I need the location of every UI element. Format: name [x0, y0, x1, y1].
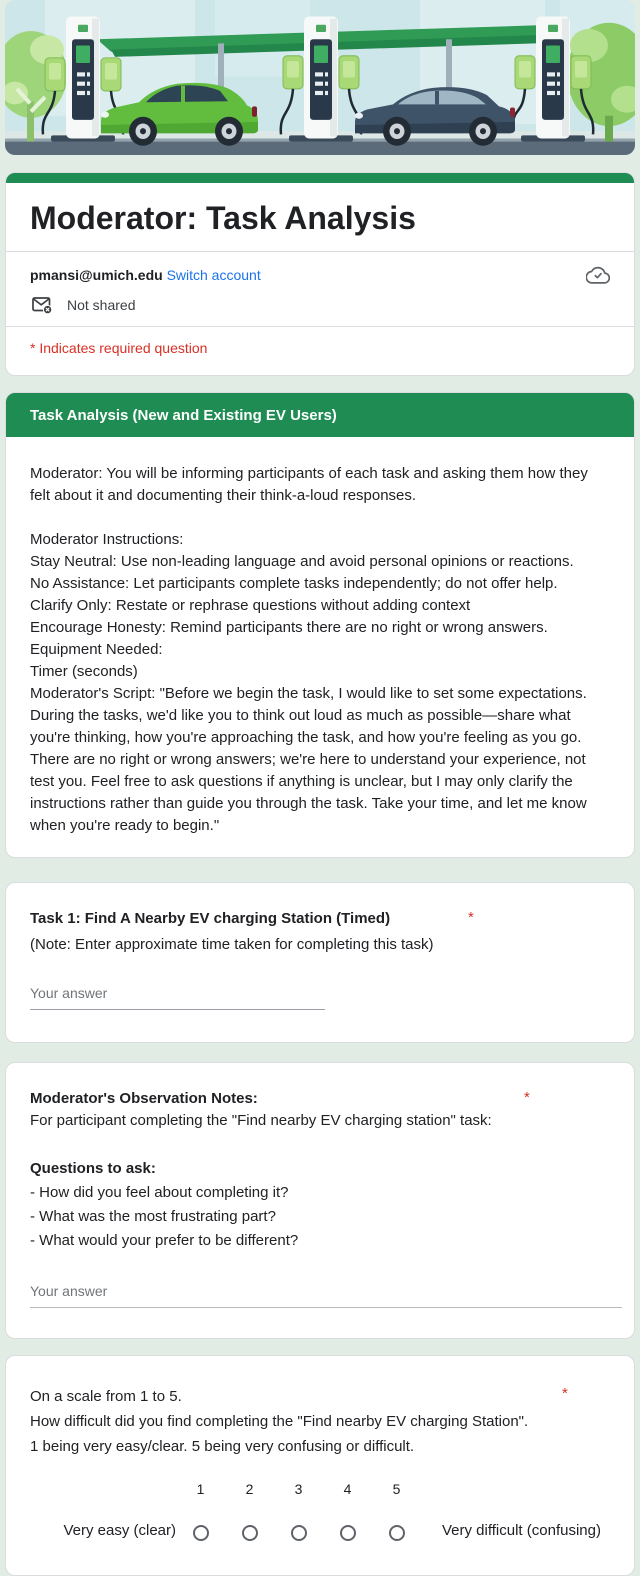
question-subheading: Questions to ask:	[30, 1160, 156, 1177]
question-card-observation-notes	[5, 1062, 635, 1339]
scale-option-2	[225, 1481, 274, 1541]
question-note: (Note: Enter approximate time taken for completing this task)	[30, 936, 434, 953]
required-asterisk: *	[562, 1385, 568, 1402]
envelope-off-icon	[30, 294, 54, 316]
description-line: Timer (seconds)	[30, 663, 138, 680]
section-description	[6, 437, 634, 857]
scale-value-label: 4	[343, 1481, 352, 1497]
description-line: Moderator Instructions:	[30, 531, 184, 548]
description-line: Equipment Needed:	[30, 641, 163, 658]
question-card-difficulty-scale	[5, 1355, 635, 1576]
question-card-task1	[5, 882, 635, 1043]
shared-status: Not shared	[67, 297, 136, 313]
description-line: Clarify Only: Restate or rephrase questions without adding context	[30, 597, 471, 614]
scale-min-label: Very easy (clear)	[63, 1522, 176, 1539]
scale-radio-4[interactable]	[340, 1525, 356, 1541]
question-line: On a scale from 1 to 5.	[30, 1388, 182, 1405]
question-line: How difficult did you find completing the "Find nearby EV charging Station".	[30, 1413, 529, 1430]
description-line: Encourage Honesty: Remind participants there are no right or wrong answers.	[30, 619, 548, 636]
scale-value-label: 3	[294, 1481, 303, 1497]
account-email: pmansi@umich.edu	[30, 267, 163, 283]
scale-radio-5[interactable]	[389, 1525, 405, 1541]
scale-radio-3[interactable]	[291, 1525, 307, 1541]
cloud-check-icon[interactable]	[586, 263, 610, 287]
required-asterisk: *	[524, 1089, 530, 1106]
required-asterisk: *	[468, 909, 474, 926]
scale-value-label: 1	[196, 1481, 205, 1497]
scale-radio-2[interactable]	[242, 1525, 258, 1541]
question-title: Moderator's Observation Notes:	[30, 1090, 258, 1107]
scale-option-4	[323, 1481, 372, 1541]
description-line: No Assistance: Let participants complete tasks independently; do not offer help.	[30, 575, 558, 592]
blank-line	[30, 1133, 610, 1157]
section-title: Task Analysis (New and Existing EV Users)	[30, 406, 337, 424]
description-line	[30, 507, 610, 529]
scale-option-1	[176, 1481, 225, 1541]
description-line: Moderator's Script: "Before we begin the task, I would like to set some expectations. During the tasks, we'd like you to think out loud as much as possible—share what you're thinking, how you're approaching the task, and how you're feeling as you go. There are no right or wrong answers; we're here to understand your experience, not test you. Feel free to ask questions if anything is unclear, but I may only clarify the instructions rather than guide you through the task. Take your time, and let me know when you're ready to begin."	[30, 685, 587, 834]
form-header-image	[5, 0, 635, 155]
question-title: Task 1: Find A Nearby EV charging Station (Timed)	[30, 910, 391, 927]
scale-max-label: Very difficult (confusing)	[442, 1522, 601, 1539]
scale-radio-1[interactable]	[193, 1525, 209, 1541]
page-title: Moderator: Task Analysis	[30, 200, 416, 236]
question-intro: For participant completing the "Find nearby EV charging station" task:	[30, 1112, 492, 1129]
linear-scale	[30, 1481, 610, 1541]
question-bullet: - What would your prefer to be different?	[30, 1232, 299, 1249]
question-bullet: - What was the most frustrating part?	[30, 1208, 276, 1225]
question-line: 1 being very easy/clear. 5 being very confusing or difficult.	[30, 1438, 415, 1455]
description-line: Stay Neutral: Use non-leading language and avoid personal opinions or reactions.	[30, 553, 574, 570]
switch-account-link[interactable]: Switch account	[166, 267, 261, 283]
card-accent-bar	[6, 173, 634, 183]
ev-charging-illustration	[5, 0, 635, 155]
scale-option-5	[372, 1481, 421, 1541]
section-header-band	[6, 393, 634, 437]
question-bullet: - How did you feel about completing it?	[30, 1184, 289, 1201]
form-title-card	[5, 172, 635, 376]
scale-option-3	[274, 1481, 323, 1541]
section-card	[5, 392, 635, 858]
description-line: Moderator: You will be informing participants of each task and asking them how they felt about it and documenting their think-a-loud responses.	[30, 465, 588, 504]
long-answer-input[interactable]	[30, 1281, 622, 1308]
short-answer-input[interactable]	[30, 983, 325, 1010]
scale-value-label: 5	[392, 1481, 401, 1497]
required-note: * Indicates required question	[30, 340, 208, 356]
scale-value-label: 2	[245, 1481, 254, 1497]
